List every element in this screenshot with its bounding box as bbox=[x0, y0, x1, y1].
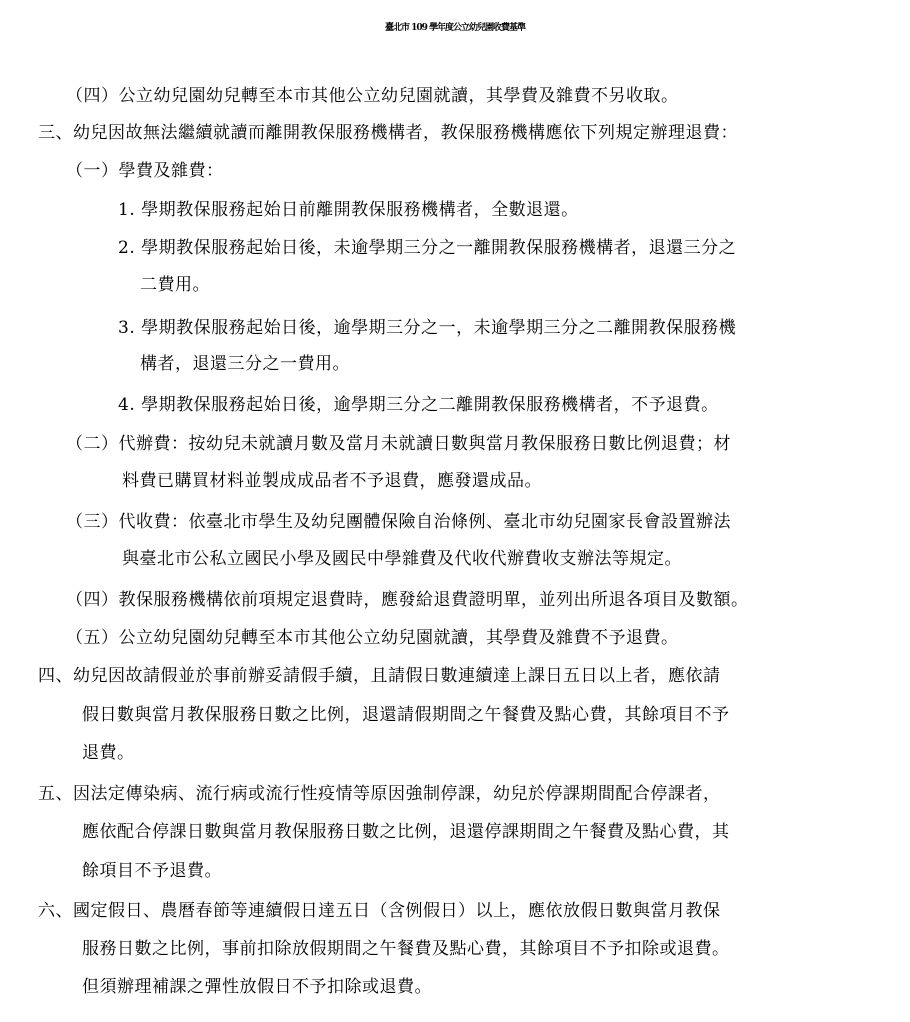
text-line-18: 退費。 bbox=[82, 743, 135, 763]
text-line-22: 六、國定假日、農曆春節等連續假日達五日（含例假日）以上，應依放假日數與當月教保 bbox=[38, 901, 721, 921]
text-line-21: 餘項目不予退費。 bbox=[82, 861, 222, 881]
text-line-19: 五、因法定傳染病、流行病或流行性疫情等原因強制停課，幼兒於停課期間配合停課者， bbox=[38, 784, 721, 804]
text-line-2: 三、幼兒因故無法繼續就讀而離開教保服務機構者，教保服務機構應依下列規定辦理退費： bbox=[38, 123, 738, 143]
text-line-6: 二費用。 bbox=[140, 275, 210, 295]
document-title: 臺北市 109 學年度公立幼兒園收費基準 bbox=[384, 23, 526, 33]
text-line-4: 1. 學期教保服務起始日前離開教保服務機構者，全數退還。 bbox=[118, 200, 579, 220]
text-line-20: 應依配合停課日數與當月教保服務日數之比例，退還停課期間之午餐費及點心費，其 bbox=[82, 822, 730, 842]
text-line-3: （一）學費及雜費： bbox=[66, 161, 224, 181]
text-line-16: 四、幼兒因故請假並於事前辦妥請假手續，且請假日數連續達上課日五日以上者，應依請 bbox=[38, 666, 721, 686]
text-line-17: 假日數與當月教保服務日數之比例，退還請假期間之午餐費及點心費，其餘項目不予 bbox=[82, 705, 730, 725]
text-line-1: （四）公立幼兒園幼兒轉至本市其他公立幼兒園就讀，其學費及雜費不另收取。 bbox=[66, 86, 679, 106]
text-line-10: （二）代辦費：按幼兒未就讀月數及當月未就讀日數與當月教保服務日數比例退費；材 bbox=[66, 434, 731, 454]
text-line-9: 4. 學期教保服務起始日後，逾學期三分之二離開教保服務機構者，不予退費。 bbox=[118, 395, 719, 415]
text-line-24: 但須辦理補課之彈性放假日不予扣除或退費。 bbox=[82, 977, 432, 997]
text-line-13: 與臺北市公私立國民小學及國民中學雜費及代收代辦費收支辦法等規定。 bbox=[122, 549, 682, 569]
text-line-14: （四）教保服務機構依前項規定退費時，應發給退費證明單，並列出所退各項目及數額。 bbox=[66, 590, 749, 610]
text-line-7: 3. 學期教保服務起始日後，逾學期三分之一，未逾學期三分之二離開教保服務機 bbox=[118, 318, 737, 338]
text-line-11: 料費已購買材料並製成成品者不予退費，應發還成品。 bbox=[122, 471, 542, 491]
text-line-8: 構者，退還三分之一費用。 bbox=[140, 354, 350, 374]
text-line-12: （三）代收費：依臺北市學生及幼兒團體保險自治條例、臺北市幼兒園家長會設置辦法 bbox=[66, 512, 731, 532]
text-line-23: 服務日數之比例，事前扣除放假期間之午餐費及點心費，其餘項目不予扣除或退費。 bbox=[82, 939, 730, 959]
text-line-15: （五）公立幼兒園幼兒轉至本市其他公立幼兒園就讀，其學費及雜費不予退費。 bbox=[66, 628, 679, 648]
text-line-5: 2. 學期教保服務起始日後，未逾學期三分之一離開教保服務機構者，退還三分之 bbox=[118, 238, 737, 258]
